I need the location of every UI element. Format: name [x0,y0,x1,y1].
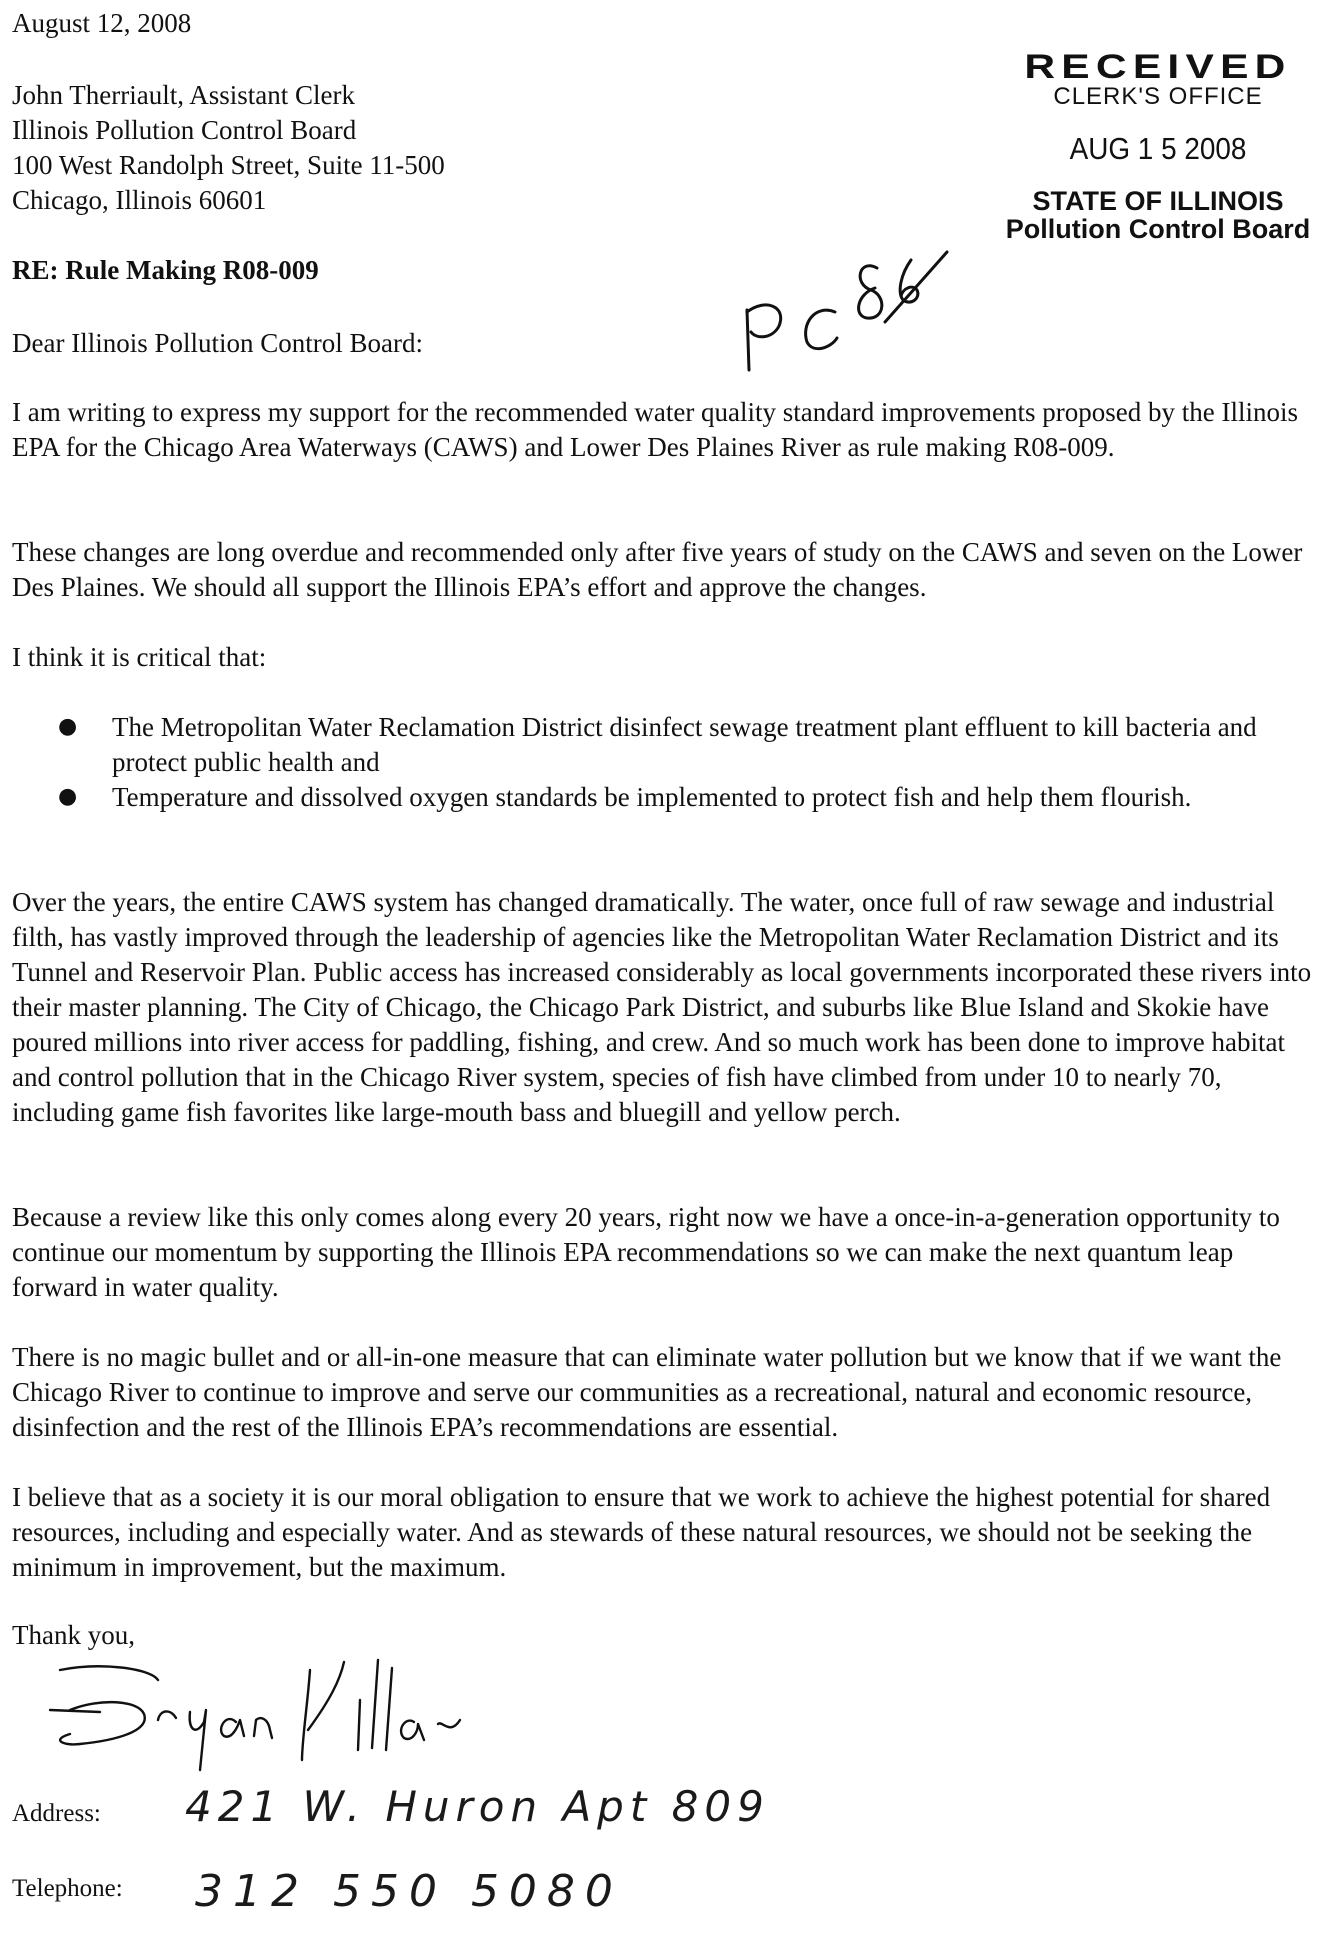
bullet-item: Temperature and dissolved oxygen standards be implemented to protect fish and help them flourish. [112,782,1192,812]
bullet-item: The Metropolitan Water Reclamation District disinfect sewage treatment plant effluent to kill bacteria and protect public health and [112,712,1257,777]
stamp-received: RECEIVED [1024,48,1292,86]
paragraph-magic-bullet: There is no magic bullet and or all-in-one measure that can eliminate water pollution but we know that if we want the Chicago River to continue to improve and serve our communities as a recreational, natural and economic resource, disinfection and the rest of the Illinois EPA’s recommendations are essential. [12,1342,1282,1442]
re-line: RE: Rule Making R08-009 [12,255,319,285]
salutation: Dear Illinois Pollution Control Board: [12,328,423,358]
letter-date: August 12, 2008 [12,8,192,38]
recipient-city: Chicago, Illinois 60601 [12,185,267,215]
stamp-state: STATE OF ILLINOIS [1032,186,1284,216]
address-value: 421 W. Huron Apt 809 [185,1782,770,1831]
paragraph-support: I am writing to express my support for the recommended water quality standard improvements proposed by the Illinois EPA for the Chicago Area Waterways (CAWS) and Lower Des Plaines River as rule making R08-009. [12,397,1298,462]
recipient-name: John Therriault, Assistant Clerk [12,80,355,110]
closing: Thank you, [12,1620,135,1650]
bullet-marker: ● [58,784,78,809]
paragraph-review: Because a review like this only comes along every 20 years, right now we have a once-in-a-generation opportunity to continue our momentum by supporting the Illinois EPA recommendations so we can make the next quantum leap forward in water quality. [12,1202,1280,1302]
telephone-label: Telephone: [12,1875,123,1902]
stamp-board: Pollution Control Board [1005,214,1311,244]
stamp-date: AUG 1 5 2008 [1069,131,1247,166]
recipient-street: 100 West Randolph Street, Suite 11-500 [12,150,445,180]
handwritten-pc-note [735,240,955,380]
paragraph-history: Over the years, the entire CAWS system has changed dramatically. The water, once full of raw sewage and industrial filth, has vastly improved through the leadership of agencies like the Metropolitan Water Reclamation District and its Tunnel and Reservoir Plan. Public access has increased considerably as local governments incorporated these rivers into their master planning. The City of Chicago, the Chicago Park District, and suburbs like Blue Island and Skokie have poured millions into river access for paddling, fishing, and crew. And so much work has been done to improve habitat and control pollution that in the Chicago River system, species of fish have climbed from under 10 to nearly 70, including game fish favorites like large-mouth bass and bluegill and yellow perch. [12,887,1312,1127]
address-label: Address: [12,1800,101,1827]
stamp-office: CLERK'S OFFICE [1053,83,1263,110]
recipient-org: Illinois Pollution Control Board [12,115,357,145]
bullet-marker: ● [58,714,78,739]
telephone-value: 312 550 5080 [195,1866,623,1917]
signature [40,1640,480,1790]
paragraph-critical: I think it is critical that: [12,642,267,672]
paragraph-overdue: These changes are long overdue and recommended only after five years of study on the CAWS and seven on the Lower Des Plaines. We should all support the Illinois EPA’s effort and approve the changes. [12,537,1303,602]
paragraph-moral-obligation: I believe that as a society it is our moral obligation to ensure that we work to achieve the highest potential for shared resources, including and especially water. And as stewards of these natural resources, we should not be seeking the minimum in improvement, but the maximum. [12,1482,1271,1582]
received-stamp [998,48,1318,243]
